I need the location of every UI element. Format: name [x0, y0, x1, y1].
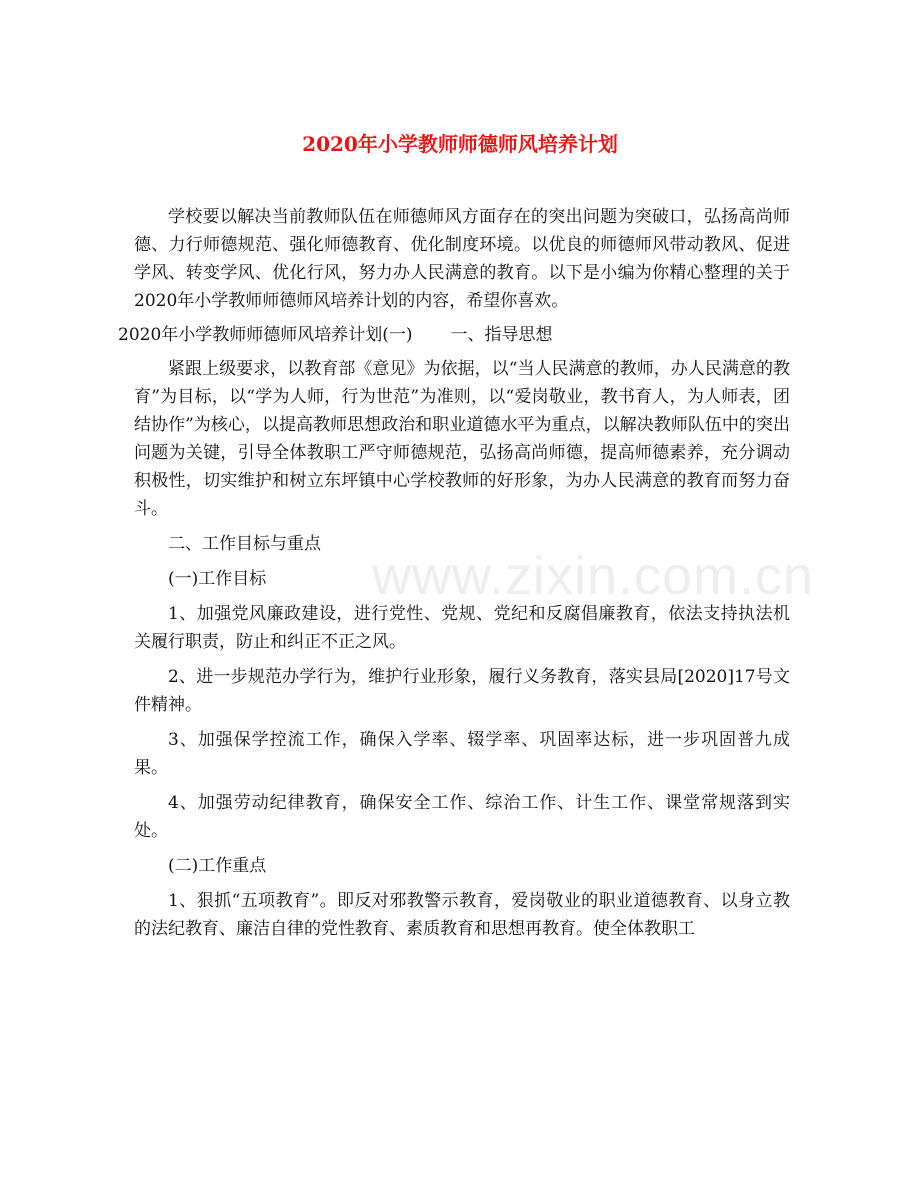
goal-item: 2、进一步规范办学行为，维护行业形象，履行义务教育，落实县局[2020]17号文件精神。	[134, 667, 790, 715]
document-title: 2020年小学教师师德师风培养计划	[302, 132, 618, 156]
goals-heading: (一)工作目标	[168, 569, 267, 589]
focus-item: 1、狠抓“五项教育”。即反对邪教警示教育，爱岗敬业的职业道德教育、以身立教的法纪教育、廉洁自律的党性教育、素质教育和思想再教育。使全体教职工	[134, 891, 790, 939]
subtitle: 2020年小学教师师德师风培养计划(一)	[118, 325, 413, 345]
watermark: www.zixin.com.cn	[372, 546, 815, 606]
section1-paragraph: 紧跟上级要求，以教育部《意见》为依据，以“当人民满意的教师，办人民满意的教育”为目标，以“学为人师，行为世范”为准则，以“爱岗敬业，教书育人，为人师表，团结协作”为核心，以提高教师思想政治和职业道德水平为重点，以解决教师队伍中的突出问题为关键，引导全体教职工严守师德规范，弘扬高尚师德，提高师德素养，充分调动积极性，切实维护和树立东坪镇中心学校教师的好形象，为办人民满意的教育而努力奋斗。	[134, 359, 790, 519]
section2-heading: 二、工作目标与重点	[168, 534, 321, 554]
goal-item: 3、加强保学控流工作，确保入学率、辍学率、巩固率达标，进一步巩固普九成果。	[134, 730, 790, 778]
goal-item: 1、加强党风廉政建设，进行党性、党规、党纪和反腐倡廉教育，依法支持执法机关履行职责，防止和纠正不正之风。	[134, 604, 790, 652]
goal-item: 4、加强劳动纪律教育，确保安全工作、综治工作、计生工作、课堂常规落到实处。	[134, 793, 790, 841]
section1-heading: 一、指导思想	[450, 325, 553, 345]
focus-heading: (二)工作重点	[168, 856, 267, 876]
subtitle-line	[118, 321, 790, 349]
intro-paragraph: 学校要以解决当前教师队伍在师德师风方面存在的突出问题为突破口，弘扬高尚师德、力行师德规范、强化师德教育、优化制度环境。以优良的师德师风带动教风、促进学风、转变学风、优化行风，努力办人民满意的教育。以下是小编为你精心整理的关于2020年小学教师师德师风培养计划的内容，希望你喜欢。	[134, 207, 790, 311]
document-body	[118, 203, 790, 943]
